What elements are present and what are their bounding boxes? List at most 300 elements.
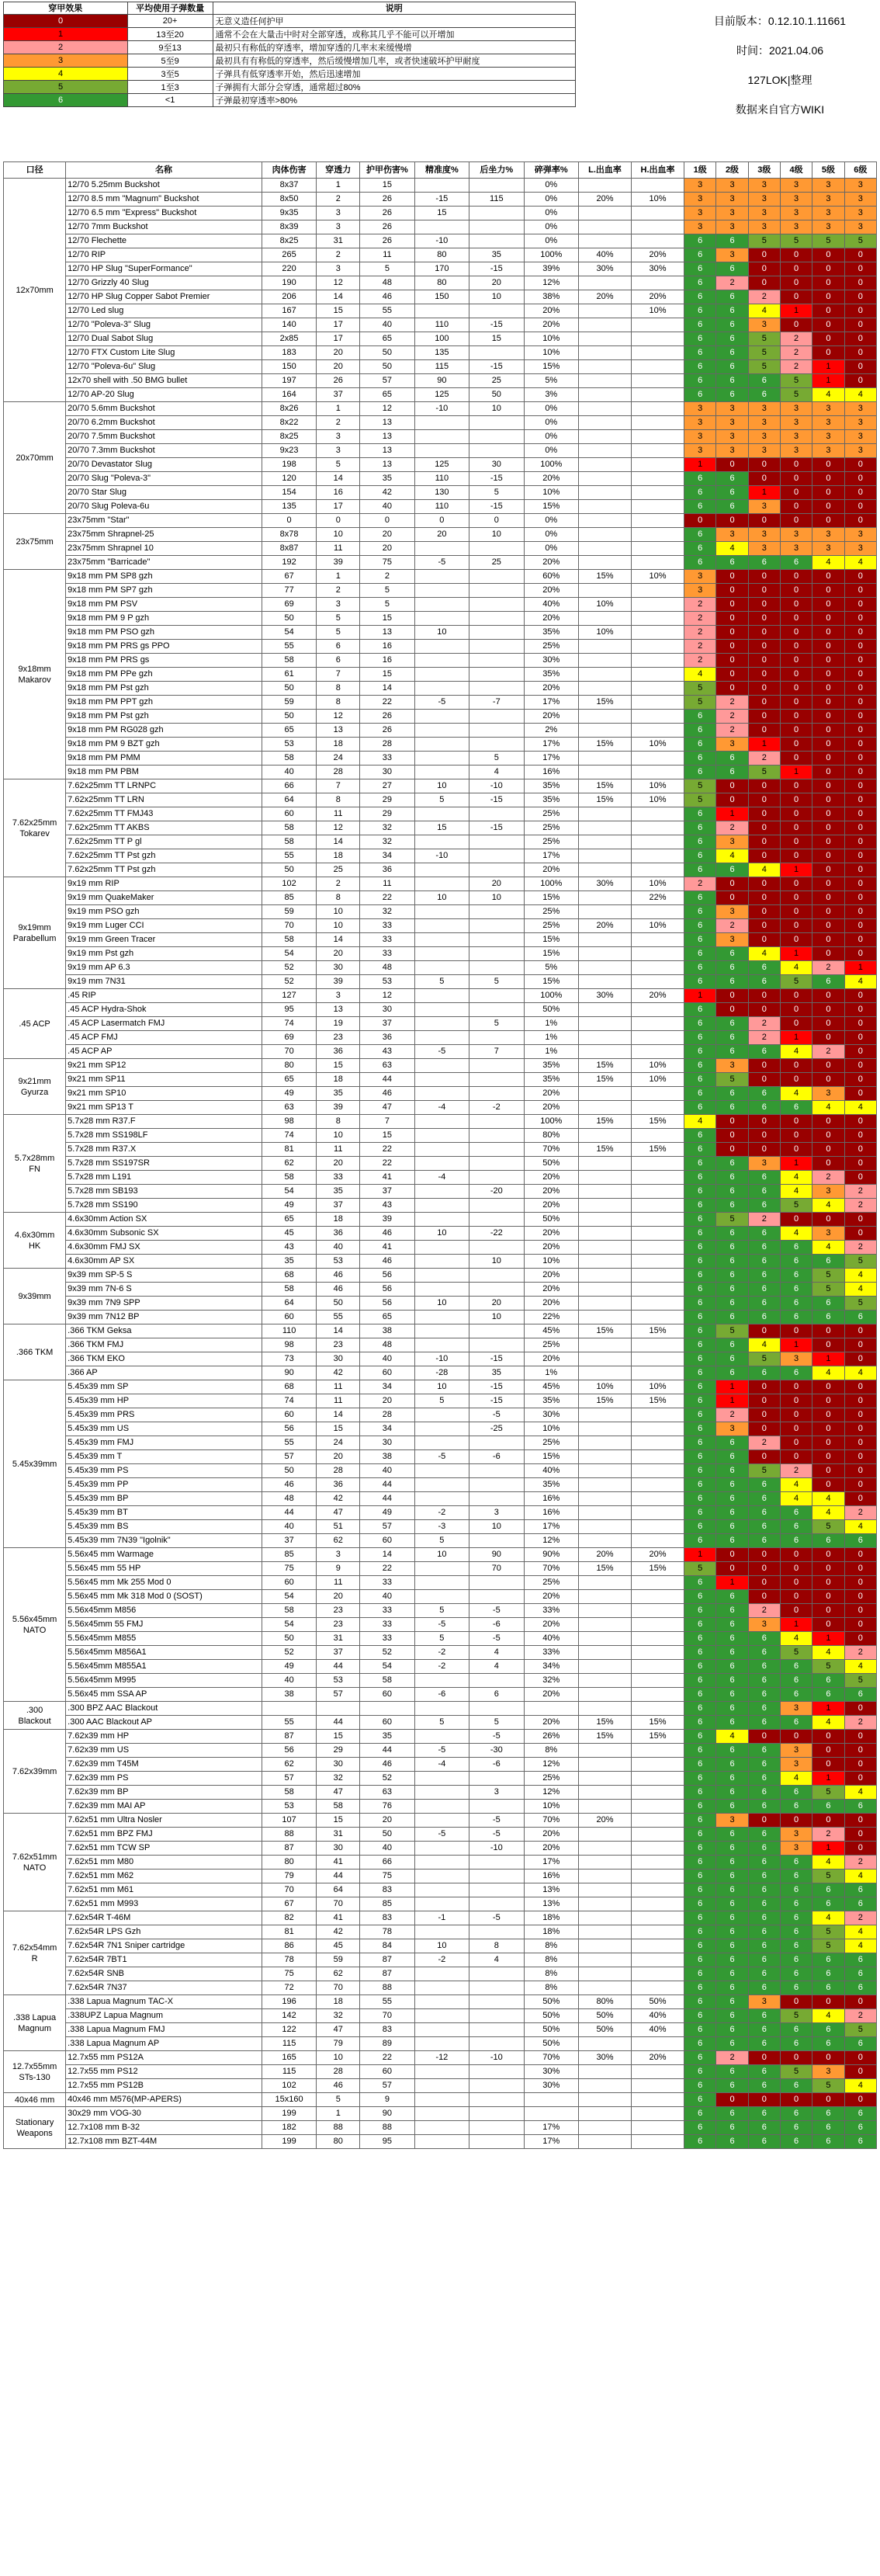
table-row [4, 374, 877, 388]
stat-cell: -15 [469, 472, 524, 486]
stat-cell: 115 [469, 193, 524, 207]
armor-class-rating: 6 [716, 1702, 748, 1716]
stat-cell [469, 710, 524, 724]
stat-cell [632, 1129, 684, 1143]
armor-class-rating: 5 [748, 360, 780, 374]
table-row [4, 179, 877, 193]
ammo-name: 5.45x39 mm T [66, 1450, 262, 1464]
stat-cell: 14 [317, 472, 360, 486]
armor-class-rating: 6 [684, 2009, 716, 2023]
stat-cell: 220 [262, 262, 316, 276]
armor-class-rating: 6 [684, 1911, 716, 1925]
armor-class-rating: 1 [716, 1380, 748, 1394]
table-row [4, 863, 877, 877]
armor-class-rating: 6 [748, 1786, 780, 1800]
stat-cell: 100% [524, 877, 578, 891]
stat-cell [632, 1464, 684, 1478]
stat-cell: 35 [360, 1730, 414, 1744]
stat-cell: -5 [414, 1744, 469, 1758]
ammo-name: .366 TKM FMJ [66, 1338, 262, 1352]
armor-class-rating: 0 [780, 1450, 812, 1464]
stat-cell [632, 724, 684, 738]
stat-cell: 54 [262, 1618, 316, 1632]
stat-cell: 10 [414, 1297, 469, 1311]
stat-cell: 29 [317, 1744, 360, 1758]
armor-class-rating: 5 [812, 1925, 844, 1939]
stat-cell: 3% [524, 388, 578, 402]
stat-cell: 8x22 [262, 416, 316, 430]
stat-cell [579, 1255, 632, 1269]
table-row [4, 724, 877, 738]
armor-class-rating: 0 [844, 1995, 876, 2009]
armor-class-rating: 0 [780, 570, 812, 584]
armor-class-rating: 0 [812, 1408, 844, 1422]
stat-cell [579, 1939, 632, 1953]
stat-cell [632, 1842, 684, 1856]
stat-cell [469, 1436, 524, 1450]
stat-cell: 164 [262, 388, 316, 402]
stat-cell: 50% [524, 2023, 578, 2037]
stat-cell [579, 1702, 632, 1716]
armor-class-rating: 6 [716, 360, 748, 374]
ammo-name: 9x39 mm 7N9 SPP [66, 1297, 262, 1311]
armor-class-rating: 3 [844, 444, 876, 458]
armor-class-rating: 6 [716, 1506, 748, 1520]
ammo-name: 12/70 Grizzly 40 Slug [66, 276, 262, 290]
stat-cell [469, 612, 524, 626]
stat-cell: 13 [360, 626, 414, 640]
table-row [4, 346, 877, 360]
stat-cell: -4 [414, 1101, 469, 1115]
stat-cell [469, 682, 524, 696]
stat-cell: 25% [524, 919, 578, 933]
stat-cell: 59 [262, 905, 316, 919]
armor-class-rating: 0 [812, 1338, 844, 1352]
armor-class-rating: 2 [748, 1604, 780, 1618]
stat-cell: 76 [360, 1800, 414, 1814]
table-row [4, 1828, 877, 1842]
legend-desc: 无意义造任何护甲 [213, 15, 575, 28]
ammo-name: 9x19 mm 7N31 [66, 975, 262, 989]
stat-cell: 3 [317, 430, 360, 444]
armor-class-rating: 5 [748, 1352, 780, 1366]
ammo-name: .338 Lapua Magnum TAC-X [66, 1995, 262, 2009]
armor-class-rating: 2 [684, 612, 716, 626]
armor-class-rating: 0 [780, 262, 812, 276]
table-row [4, 682, 877, 696]
stat-cell: 17 [317, 332, 360, 346]
stat-cell [579, 1660, 632, 1674]
stat-cell: 32 [360, 821, 414, 835]
stat-cell [632, 863, 684, 877]
armor-class-rating: 6 [684, 933, 716, 947]
armor-class-rating: 0 [780, 1562, 812, 1576]
table-row [4, 1981, 877, 1995]
armor-class-rating: 2 [844, 2009, 876, 2023]
ammo-name: 5.56x45 mm SSA AP [66, 1688, 262, 1702]
stat-cell: 17% [524, 1520, 578, 1534]
stat-cell: 55 [317, 1311, 360, 1324]
ammo-name: 5.56x45mm M856 [66, 1604, 262, 1618]
stat-cell: 135 [414, 346, 469, 360]
armor-class-rating: 2 [684, 640, 716, 654]
caliber-cell: 5.7x28mm FN [4, 1115, 66, 1213]
stat-cell: 20 [317, 1590, 360, 1604]
stat-cell [469, 1925, 524, 1939]
ammo-name: 23x75mm Shrapnel 10 [66, 542, 262, 556]
stat-cell: 70 [317, 1981, 360, 1995]
stat-cell [414, 1338, 469, 1352]
stat-cell [414, 1213, 469, 1227]
stat-cell: 102 [262, 2079, 316, 2093]
stat-cell [469, 570, 524, 584]
armor-class-rating: 6 [748, 1101, 780, 1115]
armor-class-rating: 6 [684, 1380, 716, 1394]
armor-class-rating: 0 [812, 472, 844, 486]
stat-cell [414, 598, 469, 612]
armor-class-rating: 4 [844, 1520, 876, 1534]
stat-cell [632, 1269, 684, 1283]
table-row [4, 1283, 877, 1297]
stat-cell [632, 472, 684, 486]
stat-cell [579, 514, 632, 528]
armor-class-rating: 0 [780, 598, 812, 612]
stat-cell: 35% [524, 1478, 578, 1492]
ammo-name: 9x18 mm PM PSO gzh [66, 626, 262, 640]
stat-cell: 10% [524, 1422, 578, 1436]
stat-cell [579, 1283, 632, 1297]
stat-cell [632, 234, 684, 248]
armor-class-rating: 6 [684, 1688, 716, 1702]
stat-cell: 11 [317, 1380, 360, 1394]
stat-cell [632, 933, 684, 947]
armor-class-rating: 0 [812, 779, 844, 793]
armor-class-rating: 6 [748, 1744, 780, 1758]
stat-cell [360, 1702, 414, 1716]
stat-cell [579, 1981, 632, 1995]
stat-cell: 18 [317, 1213, 360, 1227]
armor-class-rating: 6 [716, 1842, 748, 1856]
ammo-name: 9x19 mm Pst gzh [66, 947, 262, 961]
ammo-name: 12/70 HP Slug "SuperFormance" [66, 262, 262, 276]
table-row [4, 416, 877, 430]
armor-class-rating: 0 [716, 2093, 748, 2107]
armor-class-rating: 6 [748, 1800, 780, 1814]
armor-class-rating: 3 [716, 905, 748, 919]
armor-class-rating: 0 [844, 807, 876, 821]
stat-cell: 25 [317, 863, 360, 877]
stat-cell: 35% [524, 779, 578, 793]
stat-cell: -6 [469, 1450, 524, 1464]
armor-class-rating: 6 [716, 1716, 748, 1730]
stat-cell: 8x78 [262, 528, 316, 542]
armor-class-rating: 4 [844, 1366, 876, 1380]
table-row [4, 1842, 877, 1856]
armor-class-rating: 6 [716, 1199, 748, 1213]
stat-cell [579, 1464, 632, 1478]
stat-cell: 3 [317, 989, 360, 1003]
stat-cell [579, 1646, 632, 1660]
stat-cell [414, 2023, 469, 2037]
stat-cell: 50 [262, 1464, 316, 1478]
stat-cell: 57 [360, 2079, 414, 2093]
stat-cell: 15% [632, 1562, 684, 1576]
armor-class-rating: 4 [844, 1101, 876, 1115]
ammo-name: 9x18 mm PM Pst gzh [66, 682, 262, 696]
armor-class-rating: 0 [812, 1394, 844, 1408]
stat-cell: 35% [524, 1059, 578, 1073]
stat-cell [579, 360, 632, 374]
stat-cell: 35 [360, 472, 414, 486]
table-row [4, 1730, 877, 1744]
stat-cell: -2 [414, 1953, 469, 1967]
stat-cell [632, 640, 684, 654]
stat-cell [579, 2037, 632, 2051]
armor-class-rating: 6 [716, 1744, 748, 1758]
table-row [4, 1953, 877, 1967]
armor-class-rating: 6 [716, 1604, 748, 1618]
stat-cell: 37 [317, 1199, 360, 1213]
stat-cell [414, 584, 469, 598]
table-row [4, 1632, 877, 1646]
armor-class-rating: 6 [716, 346, 748, 360]
stat-cell: 20% [524, 612, 578, 626]
stat-cell [632, 1520, 684, 1534]
stat-cell: 35 [262, 1255, 316, 1269]
armor-class-rating: 0 [812, 514, 844, 528]
stat-cell: 7 [317, 668, 360, 682]
stat-cell: 14 [360, 682, 414, 696]
stat-cell: 20% [524, 1241, 578, 1255]
stat-cell: 154 [262, 486, 316, 500]
stat-cell: 18 [317, 738, 360, 752]
armor-class-rating: 4 [780, 1772, 812, 1786]
ammo-name: 7.62x54R 7BT1 [66, 1953, 262, 1967]
armor-class-rating: 0 [748, 668, 780, 682]
legend-row [4, 15, 576, 28]
armor-class-rating: 6 [716, 1800, 748, 1814]
stat-cell [579, 1897, 632, 1911]
table-row [4, 1422, 877, 1436]
stat-cell: 80 [414, 248, 469, 262]
stat-cell [469, 961, 524, 975]
table-row [4, 430, 877, 444]
stat-cell: 20 [469, 877, 524, 891]
armor-class-rating: 3 [812, 1087, 844, 1101]
stat-cell: -28 [414, 1366, 469, 1380]
armor-class-rating: 6 [812, 2121, 844, 2135]
table-row [4, 1380, 877, 1394]
ammo-name: 12x70 shell with .50 BMG bullet [66, 374, 262, 388]
ammo-name: 5.7x28 mm SB193 [66, 1185, 262, 1199]
stat-cell: 50 [262, 612, 316, 626]
ammo-name: 23x75mm "Star" [66, 514, 262, 528]
stat-cell [632, 207, 684, 220]
stat-cell: 11 [360, 248, 414, 262]
armor-class-rating: 0 [780, 1380, 812, 1394]
armor-class-rating: 0 [812, 1213, 844, 1227]
stat-cell: 2 [317, 584, 360, 598]
armor-class-rating: 0 [780, 1576, 812, 1590]
stat-cell: 31 [317, 234, 360, 248]
stat-cell: 9x35 [262, 207, 316, 220]
armor-class-rating: 0 [812, 877, 844, 891]
stat-cell: 10% [632, 1059, 684, 1073]
armor-class-rating: 0 [780, 1995, 812, 2009]
stat-cell: 50% [524, 2037, 578, 2051]
armor-class-rating: 6 [684, 1283, 716, 1297]
stat-cell: 15% [632, 1115, 684, 1129]
stat-cell [632, 1255, 684, 1269]
armor-class-rating: 5 [780, 1199, 812, 1213]
stat-cell: -4 [414, 1758, 469, 1772]
stat-cell: 46 [317, 1269, 360, 1283]
stat-cell [579, 1129, 632, 1143]
stat-cell: -5 [414, 556, 469, 570]
armor-class-rating: 3 [684, 220, 716, 234]
armor-class-rating: 3 [716, 248, 748, 262]
ammo-name: 9x19 mm PSO gzh [66, 905, 262, 919]
stat-cell: 25% [524, 821, 578, 835]
stat-cell [414, 1129, 469, 1143]
stat-cell: 26 [360, 724, 414, 738]
stat-cell [632, 1744, 684, 1758]
table-row [4, 1660, 877, 1674]
table-row [4, 1129, 877, 1143]
armor-class-rating: 6 [716, 1953, 748, 1967]
armor-class-rating: 3 [844, 220, 876, 234]
stat-cell [414, 1408, 469, 1422]
stat-cell [632, 1981, 684, 1995]
armor-class-rating: 4 [844, 1939, 876, 1953]
armor-class-rating: 6 [684, 947, 716, 961]
ammo-name: 9x18 mm PM PBM [66, 766, 262, 779]
stat-cell [579, 374, 632, 388]
armor-class-rating: 6 [812, 1674, 844, 1688]
ammo-name: 7.62x25mm TT LRNPC [66, 779, 262, 793]
stat-cell: 0 [469, 514, 524, 528]
stat-cell: 44 [262, 1506, 316, 1520]
armor-class-rating: 1 [780, 863, 812, 877]
table-row [4, 1716, 877, 1730]
armor-class-rating: 0 [844, 1478, 876, 1492]
stat-cell: 10% [524, 486, 578, 500]
armor-class-rating: 6 [716, 1464, 748, 1478]
armor-class-rating: 6 [716, 1520, 748, 1534]
armor-class-rating: 0 [780, 1073, 812, 1087]
stat-cell [414, 2093, 469, 2107]
stat-cell: 15% [632, 1716, 684, 1730]
stat-cell: 15% [579, 1073, 632, 1087]
armor-class-rating: 0 [748, 570, 780, 584]
stat-cell: 62 [262, 1758, 316, 1772]
armor-class-rating: 6 [716, 1269, 748, 1283]
stat-cell [469, 863, 524, 877]
table-row [4, 570, 877, 584]
stat-cell [579, 220, 632, 234]
ammo-name: 5.56x45mm M855A1 [66, 1660, 262, 1674]
armor-class-rating: 0 [812, 1450, 844, 1464]
ammo-name: 20/70 Slug "Poleva-3" [66, 472, 262, 486]
armor-class-rating: 6 [684, 1227, 716, 1241]
stat-cell [469, 2093, 524, 2107]
stat-cell [632, 849, 684, 863]
armor-class-rating: 0 [780, 1003, 812, 1017]
armor-class-rating: 6 [684, 1352, 716, 1366]
armor-class-rating: 6 [684, 276, 716, 290]
stat-cell [579, 710, 632, 724]
stat-cell: 20% [579, 1548, 632, 1562]
armor-class-rating: 6 [684, 1828, 716, 1842]
stat-cell: 5 [469, 486, 524, 500]
stat-cell: -15 [469, 360, 524, 374]
armor-class-rating: 6 [684, 919, 716, 933]
stat-cell: 33 [360, 752, 414, 766]
stat-cell [469, 416, 524, 430]
armor-class-rating: 6 [748, 374, 780, 388]
stat-cell [632, 1338, 684, 1352]
stat-cell: -4 [414, 1171, 469, 1185]
stat-cell: 90% [524, 1548, 578, 1562]
column-header: 4级 [780, 162, 812, 179]
armor-class-rating: 0 [780, 514, 812, 528]
table-row [4, 835, 877, 849]
stat-cell: 127 [262, 989, 316, 1003]
armor-class-rating: 4 [812, 1911, 844, 1925]
armor-class-rating: 2 [748, 1031, 780, 1045]
stat-cell: -30 [469, 1744, 524, 1758]
table-header [4, 162, 877, 179]
stat-cell: 15% [579, 779, 632, 793]
stat-cell [579, 961, 632, 975]
armor-class-rating: 0 [780, 290, 812, 304]
stat-cell: 25 [469, 556, 524, 570]
stat-cell: 10% [632, 1073, 684, 1087]
stat-cell: 30 [317, 1758, 360, 1772]
armor-class-rating: 0 [844, 262, 876, 276]
armor-class-rating: 0 [812, 1590, 844, 1604]
armor-class-rating: 0 [780, 612, 812, 626]
stat-cell: 3 [469, 1786, 524, 1800]
armor-class-rating: 0 [812, 654, 844, 668]
ammo-name: 5.45x39 mm PP [66, 1478, 262, 1492]
armor-class-rating: 0 [780, 654, 812, 668]
armor-class-rating: 6 [780, 1883, 812, 1897]
armor-class-rating: 0 [844, 891, 876, 905]
armor-class-rating: 0 [812, 1562, 844, 1576]
armor-class-rating: 1 [684, 989, 716, 1003]
caliber-cell: 5.45x39mm [4, 1380, 66, 1548]
ammo-name: 5.45x39 mm SP [66, 1380, 262, 1394]
stat-cell [469, 1897, 524, 1911]
stat-cell: 30 [317, 1352, 360, 1366]
stat-cell [579, 332, 632, 346]
stat-cell: 45% [524, 1324, 578, 1338]
armor-class-rating: 0 [716, 1115, 748, 1129]
armor-class-rating: 0 [748, 2051, 780, 2065]
armor-class-rating: 6 [684, 1506, 716, 1520]
stat-cell [632, 975, 684, 989]
stat-cell: 4 [469, 1646, 524, 1660]
armor-class-rating: 2 [716, 710, 748, 724]
stat-cell [632, 444, 684, 458]
armor-class-rating: 0 [748, 248, 780, 262]
stat-cell: -2 [414, 1646, 469, 1660]
table-row [4, 1856, 877, 1870]
armor-class-rating: 2 [812, 1171, 844, 1185]
table-row [4, 2065, 877, 2079]
stat-cell: 70 [469, 1562, 524, 1576]
